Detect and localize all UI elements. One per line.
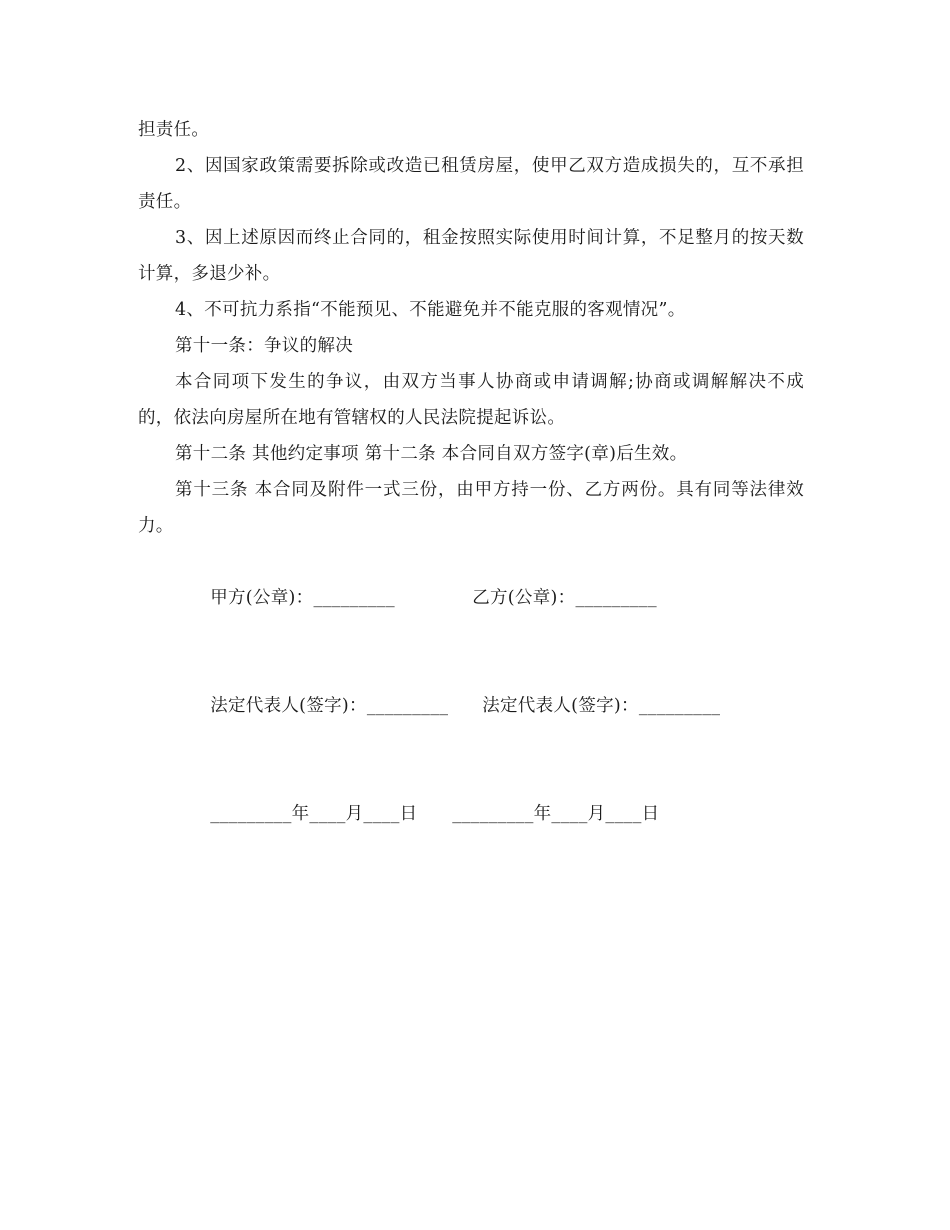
party-b-date-field: _________年____月____日 — [452, 804, 660, 824]
paragraph-continuation: 担责任。 — [138, 120, 210, 140]
party-a-date-field: _________年____月____日 — [210, 804, 418, 824]
party-a-seal-field: 甲方(公章)：_________ — [210, 588, 395, 608]
article-11-heading: 第十一条：争议的解决 — [175, 336, 353, 356]
signature-row-representative — [138, 652, 804, 760]
paragraph-dispute-resolution: 本合同项下发生的争议，由双方当事人协商或申请调解;协商或调解解决不成的，依法向房屋所在地有管辖权的人民法院提起诉讼。 — [138, 372, 804, 428]
paragraph-clause-4: 4、不可抗力系指“不能预见、不能避免并不能克服的客观情况”。 — [175, 300, 686, 320]
paragraph-clause-2: 2、因国家政策需要拆除或改造已租赁房屋，使甲乙双方造成损失的，互不承担责任。 — [138, 156, 804, 212]
signature-row-date — [138, 760, 804, 868]
document-body — [138, 112, 804, 868]
paragraph-clause-3: 3、因上述原因而终止合同的，租金按照实际使用时间计算，不足整月的按天数计算，多退少补。 — [138, 228, 804, 284]
party-b-seal-field: 乙方(公章)：_________ — [472, 588, 657, 608]
party-a-rep-field: 法定代表人(签字)：_________ — [210, 696, 449, 716]
article-13-paragraph: 第十三条 本合同及附件一式三份，由甲方持一份、乙方两份。具有同等法律效力。 — [138, 480, 804, 536]
party-b-rep-field: 法定代表人(签字)：_________ — [482, 696, 721, 716]
article-12-paragraph: 第十二条 其他约定事项 第十二条 本合同自双方签字(章)后生效。 — [175, 444, 688, 464]
signature-row-seal — [138, 544, 804, 652]
